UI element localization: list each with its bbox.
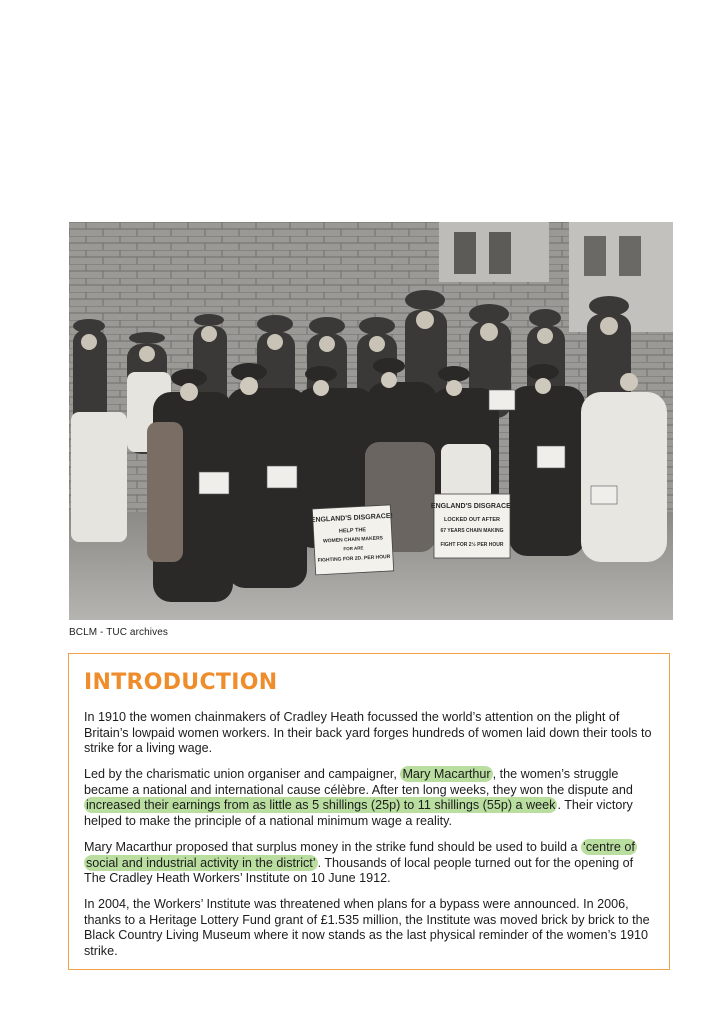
intro-paragraph-3 [84,840,654,887]
introduction-title: INTRODUCTION [84,670,278,695]
highlight-earnings: increased their earnings from as little as 5 shillings (25p) to 11 shillings (55p) a week [86,798,556,813]
svg-text:LOCKED OUT AFTER: LOCKED OUT AFTER [443,517,501,523]
svg-text:ENGLAND'S DISGRACE!: ENGLAND'S DISGRACE! [430,503,514,510]
placard-left [310,505,396,575]
p3-text-c: . Thousands of local people turned out for the opening of The Cradley Heath Workers’ Institute on 10 June 1912. [84,855,634,886]
historical-photo [69,222,673,620]
photo-caption: BCLM - TUC archives [69,627,168,638]
placard-right [431,494,513,558]
intro-paragraph-2 [84,767,654,829]
svg-text:HELP THE: HELP THE [338,527,367,535]
svg-text:67 YEARS CHAIN MAKING: 67 YEARS CHAIN MAKING [440,528,504,534]
intro-paragraph-4: In 2004, the Workers’ Institute was threatened when plans for a bypass were announced. In 2006, thanks to a Heritage Lottery Fund grant of £1.535 million, the Institute was moved brick by brick to the Black Country Living Museum where it now stands as the last physical reminder of the women’s 1910 strike. [84,897,650,958]
svg-text:FOR ARE: FOR ARE [343,545,364,552]
svg-text:FIGHTING FOR 2D. PER HOUR: FIGHTING FOR 2D. PER HOUR [317,553,391,564]
svg-text:WOMEN CHAIN MAKERS: WOMEN CHAIN MAKERS [322,535,384,545]
svg-text:FIGHT FOR 2½ PER HOUR: FIGHT FOR 2½ PER HOUR [440,542,504,548]
intro-paragraph-1: In 1910 the women chainmakers of Cradley Heath focussed the world’s attention on the plight of Britain’s lowpaid women workers. In their back yard forges hundreds of women laid down their tools to strike for a living wage. [84,710,652,756]
p2-text-c: , the women’s struggle became a national and international cause célèbre. After ten long weeks, they won the dispute and [84,767,633,797]
introduction-box [68,653,670,970]
p3-text-a: Mary Macarthur proposed that surplus money in the strike fund should be used to build a [84,840,582,854]
svg-text:ENGLAND'S DISGRACE!: ENGLAND'S DISGRACE! [310,512,394,525]
p2-text-a: Led by the charismatic union organiser and campaigner, [84,767,401,781]
p2-text-e: . Their victory helped to make the principle of a national minimum wage a reality. [84,798,633,828]
highlight-centre-quote: ‘centre of social and industrial activity in the district’ [86,840,635,870]
highlight-mary-macarthur: Mary Macarthur [402,767,491,781]
